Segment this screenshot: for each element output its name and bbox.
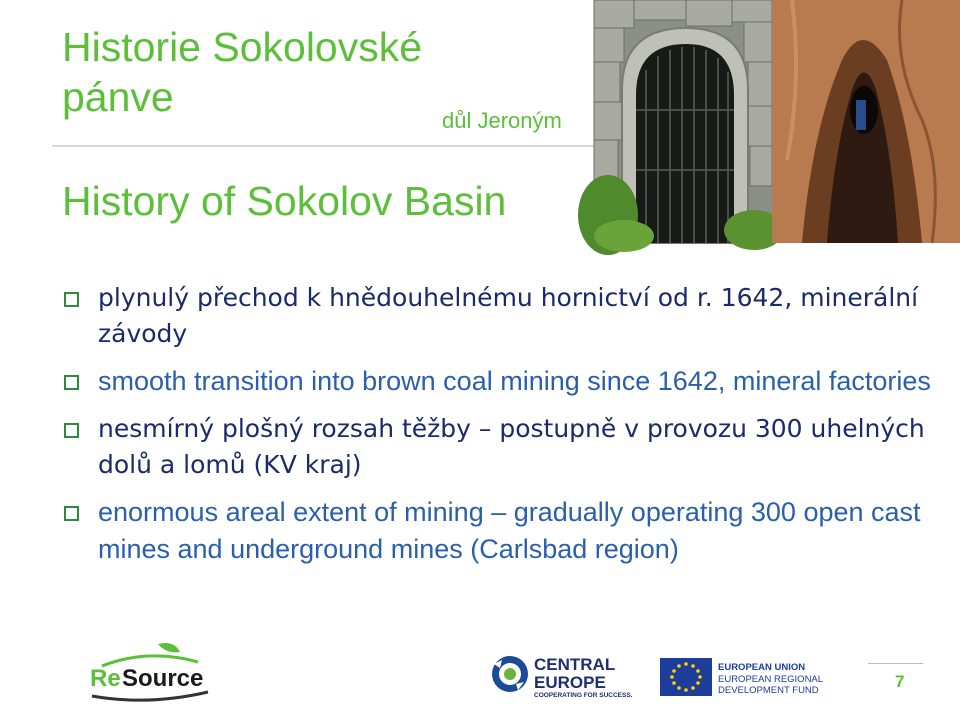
bullet-square-icon [64,423,79,438]
slide-number: 7 [895,672,905,691]
bullet-list [64,280,944,579]
eu-logo-line1: EUROPEAN UNION [718,662,806,673]
eu-logo-line3: DEVELOPMENT FUND [718,685,819,696]
bullet-square-icon [64,506,79,521]
title-divider [52,145,597,147]
page-title [62,22,592,122]
photo-caption: důl Jeroným [442,108,562,133]
resource-logo-part2: Source [122,665,204,692]
bullet-text: enormous areal extent of mining – gradually operating 300 open cast mines and underground mines (Carlsbad region) [98,497,921,564]
central-europe-logo [488,652,633,700]
ce-logo-line2: EUROPE [534,673,606,692]
bullet-text: smooth transition into brown coal mining since 1642, mineral factories [98,366,931,396]
bullet-item-3 [64,411,944,483]
tunnel-photo [772,0,960,243]
ce-logo-tagline: COOPERATING FOR SUCCESS. [534,692,633,699]
eu-logo-line2: EUROPEAN REGIONAL [718,674,824,685]
bullet-text: plynulý přechod k hnědouhelnému hornictví od r. 1642, minerální závody [98,283,919,348]
title-line-1: Historie Sokolovské [62,24,423,70]
page-subtitle: History of Sokolov Basin [62,178,507,224]
resource-logo [88,640,218,706]
bullet-square-icon [64,375,79,390]
ce-logo-line1: CENTRAL [534,655,616,674]
bullet-item-1 [64,280,944,352]
bullet-square-icon [64,292,79,307]
bullet-item-4 [64,494,944,568]
eu-logo [660,656,824,700]
mine-entrance-photo [594,0,772,243]
resource-logo-part1: Re [90,665,121,692]
bullet-text: nesmírný plošný rozsah těžby – postupně v provozu 300 uhelných dolů a lomů (KV kraj) [98,414,925,479]
bullet-item-2 [64,363,944,400]
slide-number-divider [868,663,923,664]
title-line-2: pánve [62,74,174,120]
